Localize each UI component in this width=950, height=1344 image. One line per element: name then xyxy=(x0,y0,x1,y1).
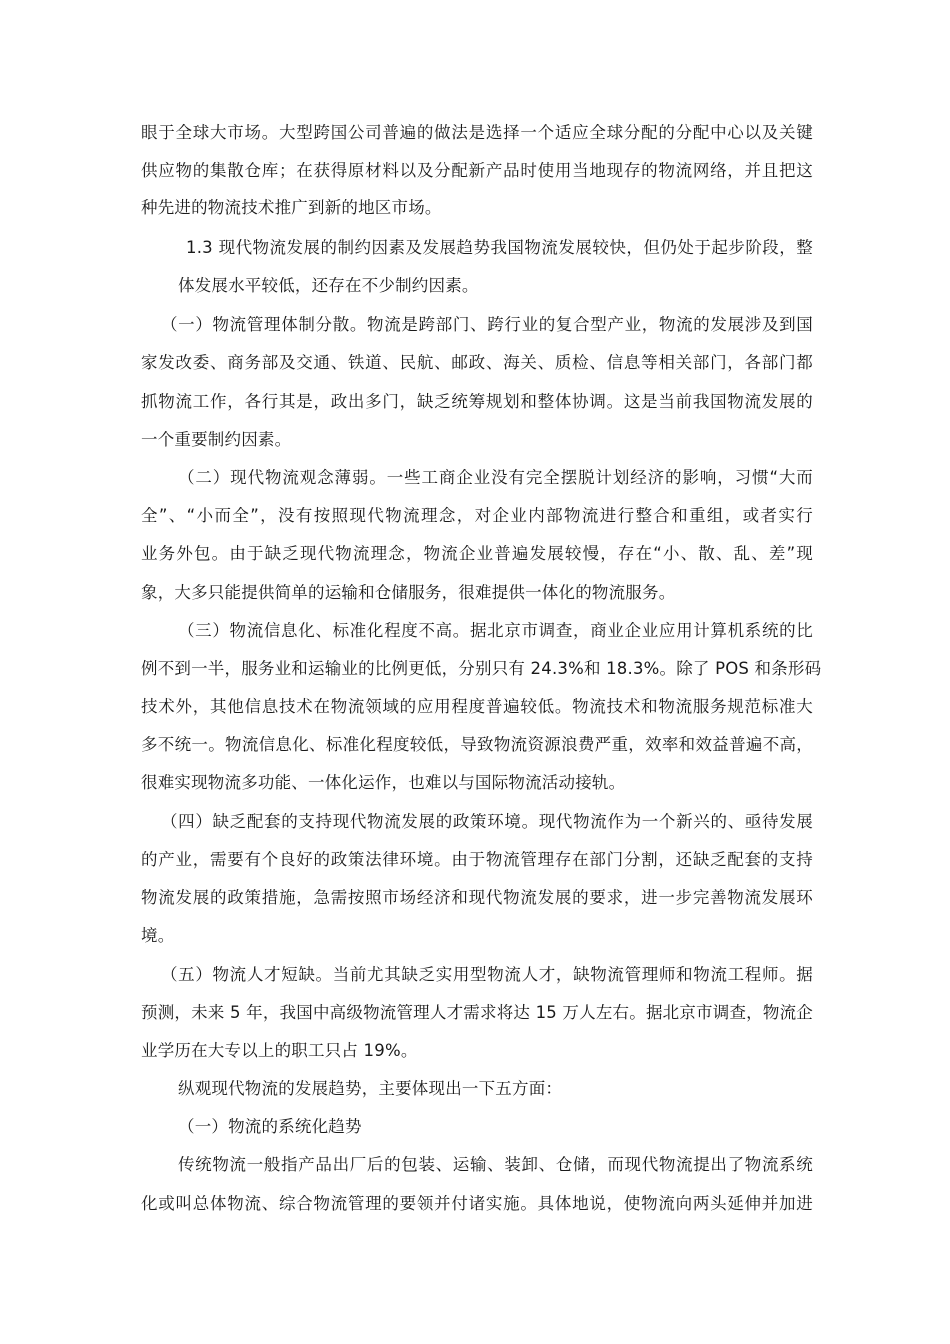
text-line: 很难实现物流多功能、一体化运作，也难以与国际物流活动接轨。 xyxy=(141,773,626,792)
text-line: 技术外，其他信息技术在物流领域的应用程度普遍较低。物流技术和物流服务规范标准大 xyxy=(141,697,813,716)
text-line: 例不到一半，服务业和运输业的比例更低，分别只有 24.3%和 18.3%。除了 POS 和条形码 xyxy=(141,659,822,678)
text-line: （二）现代物流观念薄弱。一些工商企业没有完全摆脱计划经济的影响，习惯“大而 xyxy=(178,468,813,487)
text-line: 物流发展的政策措施，急需按照市场经济和现代物流发展的要求，进一步完善物流发展环 xyxy=(141,888,813,907)
text-line: 一个重要制约因素。 xyxy=(141,430,292,449)
text-line: 体发展水平较低，还存在不少制约因素。 xyxy=(178,276,479,295)
text-line: （三）物流信息化、标准化程度不高。据北京市调查，商业企业应用计算机系统的比 xyxy=(178,621,813,640)
text-line: 全”、“小而全”，没有按照现代物流理念，对企业内部物流进行整合和重组，或者实行 xyxy=(141,506,813,525)
text-line: 业学历在大专以上的职工只占 19%。 xyxy=(141,1041,418,1060)
text-line: 化或叫总体物流、综合物流管理的要领并付诸实施。具体地说，使物流向两头延伸并加进 xyxy=(141,1194,813,1213)
text-line: 传统物流一般指产品出厂后的包装、运输、装卸、仓储，而现代物流提出了物流系统 xyxy=(178,1155,813,1174)
text-line: 抓物流工作，各行其是，政出多门，缺乏统筹规划和整体协调。这是当前我国物流发展的 xyxy=(141,392,813,411)
text-line: 供应物的集散仓库；在获得原材料以及分配新产品时使用当地现存的物流网络，并且把这 xyxy=(141,161,813,180)
text-line: 境。 xyxy=(141,926,175,945)
section-heading-line: 1.3 现代物流发展的制约因素及发展趋势我国物流发展较快，但仍处于起步阶段，整 xyxy=(186,238,813,257)
text-line: 象，大多只能提供简单的运输和仓储服务，很难提供一体化的物流服务。 xyxy=(141,583,676,602)
text-line: （一）物流管理体制分散。物流是跨部门、跨行业的复合型产业，物流的发展涉及到国 xyxy=(161,315,813,334)
text-line: 种先进的物流技术推广到新的地区市场。 xyxy=(141,198,442,217)
subheading-line: （一）物流的系统化趋势 xyxy=(178,1117,362,1136)
text-line: 纵观现代物流的发展趋势，主要体现出一下五方面： xyxy=(178,1079,563,1098)
text-line: 家发改委、商务部及交通、铁道、民航、邮政、海关、质检、信息等相关部门，各部门都 xyxy=(141,353,813,372)
text-line: 业务外包。由于缺乏现代物流理念，物流企业普遍发展较慢，存在“小、散、乱、差”现 xyxy=(141,544,813,563)
text-line: 眼于全球大市场。大型跨国公司普遍的做法是选择一个适应全球分配的分配中心以及关键 xyxy=(141,123,813,142)
text-line: 的产业，需要有个良好的政策法律环境。由于物流管理存在部门分割，还缺乏配套的支持 xyxy=(141,850,813,869)
text-line: （五）物流人才短缺。当前尤其缺乏实用型物流人才，缺物流管理师和物流工程师。据 xyxy=(161,965,813,984)
text-line: 预测，未来 5 年，我国中高级物流管理人才需求将达 15 万人左右。据北京市调查，物流企 xyxy=(141,1003,813,1022)
text-line: 多不统一。物流信息化、标准化程度较低，导致物流资源浪费严重，效率和效益普遍不高， xyxy=(141,735,813,754)
text-line: （四）缺乏配套的支持现代物流发展的政策环境。现代物流作为一个新兴的、亟待发展 xyxy=(161,812,813,831)
